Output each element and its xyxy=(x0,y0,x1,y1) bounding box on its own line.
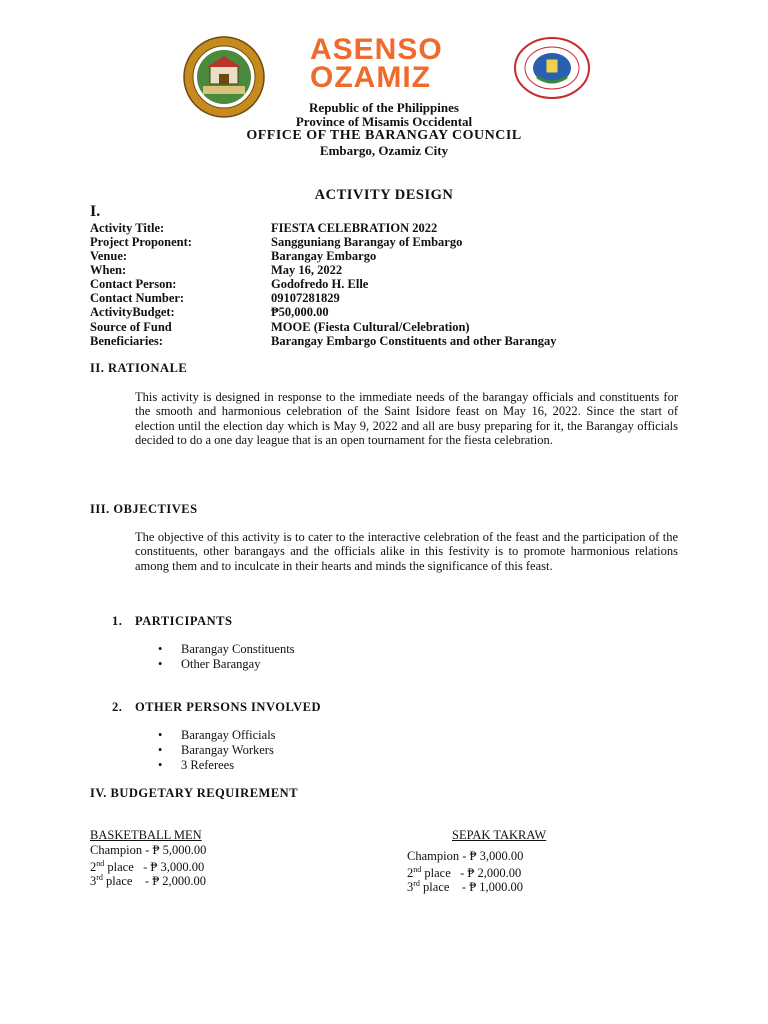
section1-numeral: I. xyxy=(90,203,101,220)
detail-value: Godofredo H. Elle xyxy=(271,277,369,291)
detail-row xyxy=(90,277,368,292)
participants-number: 1. xyxy=(112,614,123,628)
detail-label: ActivityBudget: xyxy=(90,305,175,319)
prize-text: place - ₱ 2,000.00 xyxy=(102,874,207,889)
list-item-text: Other Barangay xyxy=(181,657,261,671)
ordinal-suffix: nd xyxy=(96,859,105,868)
detail-value: Barangay Embargo xyxy=(271,249,377,263)
objectives-text: The objective of this activity is to cater to the interactive celebration of the feast and the participation of the constituents, other barangays and the officials alike in this festivity is to promote harmonious relations among them and to inculcate in their hearts and minds the significance of this feast. xyxy=(135,530,678,573)
prize-text: place - ₱ 1,000.00 xyxy=(419,880,524,895)
detail-row xyxy=(90,249,376,264)
detail-value: 09107281829 xyxy=(271,291,340,305)
bullet-icon: • xyxy=(158,728,163,742)
detail-value: Barangay Embargo Constituents and other Barangay xyxy=(271,334,557,348)
ordinal-number: 3 xyxy=(407,880,414,895)
list-item xyxy=(158,743,274,758)
participants-label: PARTICIPANTS xyxy=(135,614,233,628)
city-seal-icon xyxy=(513,37,591,99)
detail-label: When: xyxy=(90,263,127,277)
logo-line2: OZAMIZ xyxy=(310,61,431,94)
list-item-text: Barangay Officials xyxy=(181,728,276,742)
detail-value: ₱50,000.00 xyxy=(271,305,329,319)
ordinal-number: 3 xyxy=(90,874,97,889)
participants-title xyxy=(112,614,232,629)
ordinal-number: 2 xyxy=(407,866,414,881)
objectives-title: III. OBJECTIVES xyxy=(90,502,198,516)
list-item-text: Barangay Constituents xyxy=(181,642,295,656)
list-item xyxy=(158,657,260,672)
budget-title: IV. BUDGETARY REQUIREMENT xyxy=(90,786,299,800)
detail-label: Contact Number: xyxy=(90,291,185,305)
detail-value: May 16, 2022 xyxy=(271,263,343,277)
prize-text: place - ₱ 2,000.00 xyxy=(421,866,522,881)
ordinal-suffix: rd xyxy=(413,879,420,888)
basketball-heading: BASKETBALL MEN xyxy=(90,828,202,842)
basketball-champion: Champion - ₱ 5,000.00 xyxy=(90,843,207,857)
basketball-third xyxy=(90,871,206,888)
sepak-third xyxy=(407,877,523,894)
list-item xyxy=(158,642,295,657)
detail-row xyxy=(90,320,470,335)
asenso-ozamiz-logo xyxy=(310,33,460,94)
detail-value: MOOE (Fiesta Cultural/Celebration) xyxy=(271,320,470,334)
detail-label: Activity Title: xyxy=(90,221,165,235)
logo-line1: ASENSO xyxy=(310,33,443,66)
other-persons-title xyxy=(112,700,321,715)
list-item xyxy=(158,728,276,743)
detail-value: FIESTA CELEBRATION 2022 xyxy=(271,221,438,235)
header-line-republic: Republic of the Philippines xyxy=(309,100,459,115)
header-line-province: Province of Misamis Occidental xyxy=(295,114,473,129)
sepak-heading: SEPAK TAKRAW xyxy=(452,828,547,842)
bullet-icon: • xyxy=(158,657,163,671)
detail-label: Project Proponent: xyxy=(90,235,192,249)
list-item xyxy=(158,758,234,773)
detail-label: Source of Fund xyxy=(90,320,172,334)
ordinal-suffix: rd xyxy=(96,873,103,882)
bullet-icon: • xyxy=(158,743,163,757)
detail-label: Beneficiaries: xyxy=(90,334,163,348)
detail-label: Contact Person: xyxy=(90,277,177,291)
detail-value: Sangguniang Barangay of Embargo xyxy=(271,235,463,249)
header-line-location: Embargo, Ozamiz City xyxy=(319,143,449,158)
detail-row xyxy=(90,305,329,320)
detail-row xyxy=(90,221,437,236)
detail-row xyxy=(90,263,342,278)
list-item-text: Barangay Workers xyxy=(181,743,274,757)
ordinal-number: 2 xyxy=(90,860,97,875)
detail-row xyxy=(90,334,557,349)
header-line-office: OFFICE OF THE BARANGAY COUNCIL xyxy=(246,128,522,143)
list-item-text: 3 Referees xyxy=(181,758,235,772)
bullet-icon: • xyxy=(158,758,163,772)
other-persons-label: OTHER PERSONS INVOLVED xyxy=(135,700,322,714)
ordinal-suffix: nd xyxy=(413,865,422,874)
bullet-icon: • xyxy=(158,642,163,656)
other-persons-number: 2. xyxy=(112,700,123,714)
rationale-title: II. RATIONALE xyxy=(90,361,188,375)
detail-label: Venue: xyxy=(90,249,128,263)
detail-row xyxy=(90,291,340,306)
city-seal xyxy=(513,37,591,99)
rationale-text: This activity is designed in response to the immediate needs of the barangay officials and constituents for the smooth and harmonious celebration of the Saint Isidore feast on May 16, 2022. Since the start of election until the election day which is May 9, 2022 and all are busy preparing for it, the Barangay officials decided to do a one day league that is an open tournament for the fiesta celebration. xyxy=(135,390,678,447)
document-title: ACTIVITY DESIGN xyxy=(314,187,454,203)
sepak-champion: Champion - ₱ 3,000.00 xyxy=(407,849,524,863)
detail-row xyxy=(90,235,462,250)
prize-text: place - ₱ 3,000.00 xyxy=(104,860,205,875)
